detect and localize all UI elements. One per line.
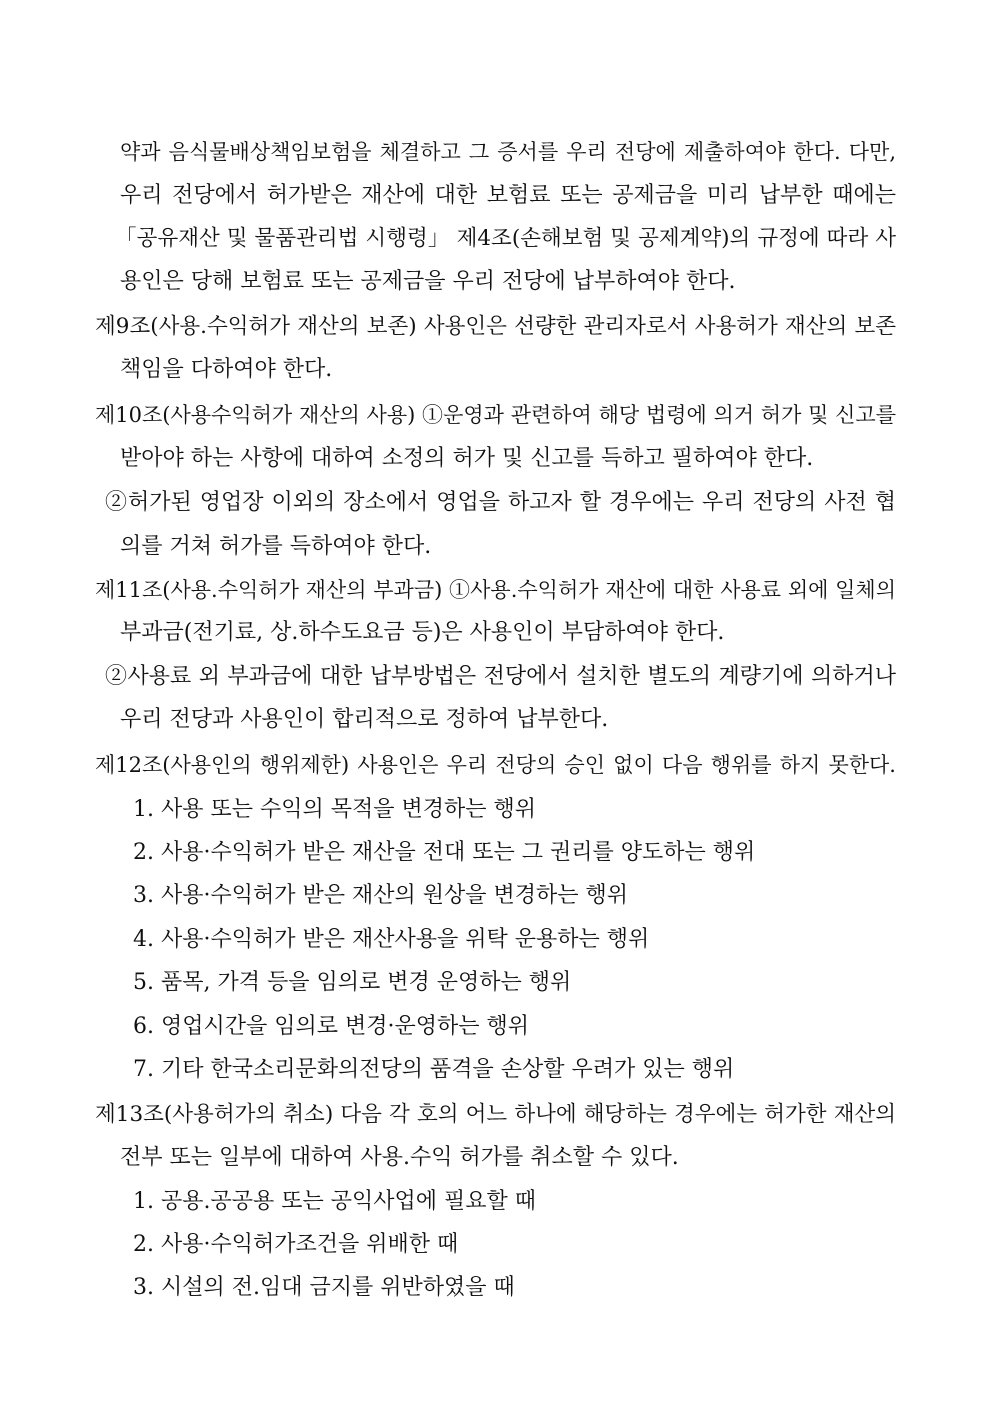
article-11-clause-2: ②사용료 외 부과금에 대한 납부방법은 전당에서 설치한 별도의 계량기에 의하거나 (105, 664, 896, 689)
list-item: 1. 사용 또는 수익의 목적을 변경하는 행위 (133, 797, 536, 822)
article-11-continuation: 부과금(전기료, 상.하수도요금 등)은 사용인이 부담하여야 한다. (120, 620, 725, 645)
article-10-heading: 제10조(사용수익허가 재산의 사용) ①운영과 관련하여 해당 법령에 의거 허가 및 신고를 (95, 403, 896, 427)
article-13-heading: 제13조(사용허가의 취소) 다음 각 호의 어느 하나에 해당하는 경우에는 허가한 재산의 (95, 1102, 896, 1127)
article-10-continuation: 받아야 하는 사항에 대하여 소정의 허가 및 신고를 득하고 필하여야 한다. (120, 446, 814, 471)
article-11-clause-2-continuation: 우리 전당과 사용인이 합리적으로 정하여 납부한다. (120, 707, 609, 732)
paragraph-line-4: 용인은 당해 보험료 또는 공제금을 우리 전당에 납부하여야 한다. (120, 269, 736, 294)
paragraph-line-2: 우리 전당에서 허가받은 재산에 대한 보험료 또는 공제금을 미리 납부한 때에는 (120, 183, 896, 208)
article-11-heading: 제11조(사용.수익허가 재산의 부과금) ①사용.수익허가 재산에 대한 사용료 외에 일체의 (95, 578, 896, 602)
article-10-clause-2: ②허가된 영업장 이외의 장소에서 영업을 하고자 할 경우에는 우리 전당의 사전 협 (105, 490, 896, 515)
list-item: 2. 사용·수익허가조건을 위배한 때 (133, 1232, 459, 1257)
paragraph-line-1: 약과 음식물배상책임보험을 체결하고 그 증서를 우리 전당에 제출하여야 한다. 다만, (120, 140, 896, 164)
list-item: 5. 품목, 가격 등을 임의로 변경 운영하는 행위 (133, 970, 572, 995)
list-item: 4. 사용·수익허가 받은 재산사용을 위탁 운용하는 행위 (133, 927, 650, 952)
list-item: 3. 사용·수익허가 받은 재산의 원상을 변경하는 행위 (133, 883, 628, 908)
article-9-continuation: 책임을 다하여야 한다. (120, 357, 333, 382)
list-item: 7. 기타 한국소리문화의전당의 품격을 손상할 우려가 있는 행위 (133, 1057, 735, 1082)
list-item: 6. 영업시간을 임의로 변경·운영하는 행위 (133, 1014, 529, 1039)
article-12-heading: 제12조(사용인의 행위제한) 사용인은 우리 전당의 승인 없이 다음 행위를 하지 못한다. (95, 753, 896, 777)
list-item: 3. 시설의 전.임대 금지를 위반하였을 때 (133, 1275, 515, 1300)
article-13-continuation: 전부 또는 일부에 대하여 사용.수익 허가를 취소할 수 있다. (120, 1145, 679, 1170)
article-9-heading: 제9조(사용.수익허가 재산의 보존) 사용인은 선량한 관리자로서 사용허가 재산의 보존 (95, 314, 896, 339)
list-item: 2. 사용·수익허가 받은 재산을 전대 또는 그 권리를 양도하는 행위 (133, 840, 756, 865)
article-10-clause-2-continuation: 의를 거쳐 허가를 득하여야 한다. (120, 534, 432, 559)
paragraph-line-3: 「공유재산 및 물품관리법 시행령」 제4조(손해보험 및 공제계약)의 규정에 따라 사 (115, 226, 896, 251)
list-item: 1. 공용.공공용 또는 공익사업에 필요할 때 (133, 1189, 536, 1214)
